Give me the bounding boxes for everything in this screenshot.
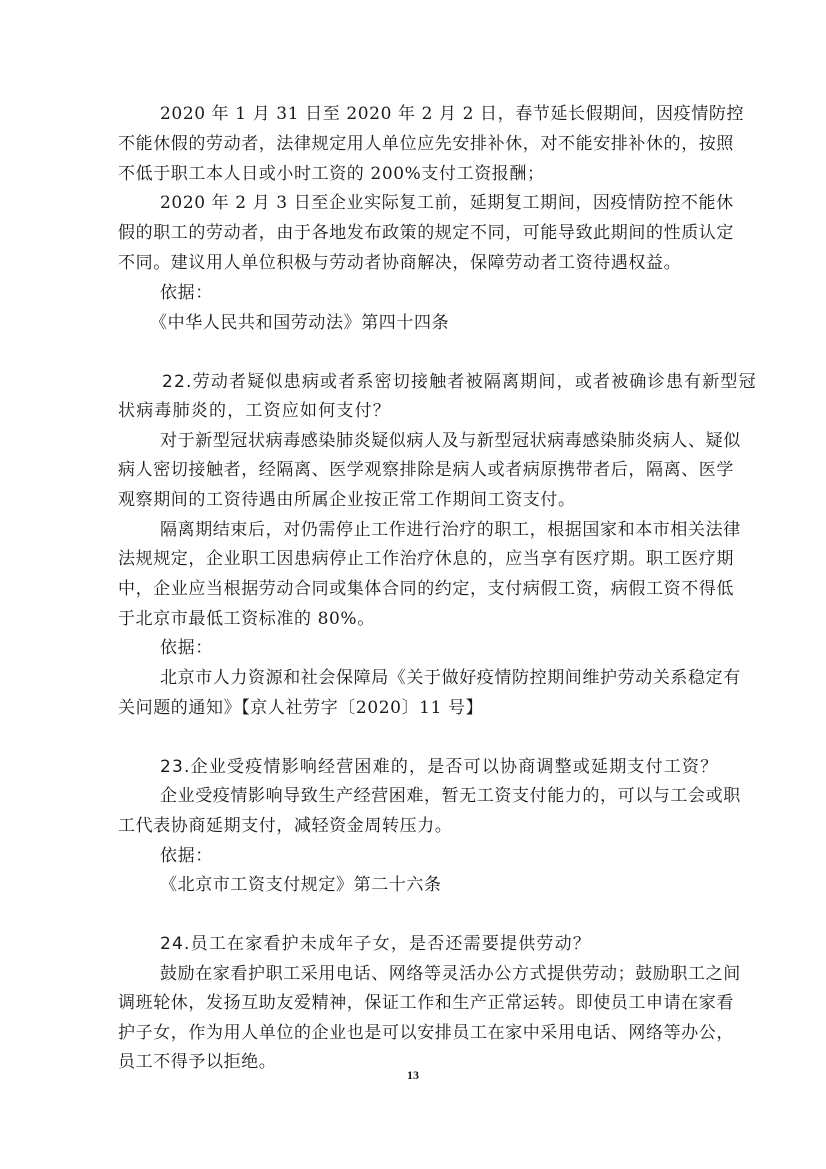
- question-heading: 状病毒肺炎的，工资应如何支付？: [118, 401, 391, 421]
- paragraph-line: 对于新型冠状病毒感染肺炎疑似病人及与新型冠状病毒感染肺炎病人、疑似: [160, 431, 741, 451]
- paragraph-line: 不能休假的劳动者，法律规定用人单位应先安排补休，对不能安排补休的，按照: [118, 134, 734, 154]
- paragraph-line: 调班轮休，发扬互助友爱精神，保证工作和生产正常运转。即使员工申请在家看: [118, 993, 734, 1013]
- paragraph-line: 2020 年 1 月 31 日至 2020 年 2 月 2 日，春节延长假期间，因疫情防控: [160, 104, 745, 124]
- question-heading: 22.劳动者疑似患病或者系密切接触者被隔离期间，或者被确诊患有新型冠: [162, 372, 757, 392]
- basis-label: 依据：: [160, 638, 213, 658]
- paragraph-line: 法规规定，企业职工因患病停止工作治疗休息的，应当享有医疗期。职工医疗期: [118, 549, 734, 569]
- paragraph-line: 于北京市最低工资标准的 80%。: [118, 609, 375, 629]
- question-heading: 23.企业受疫情影响经营困难的，是否可以协商调整或延期支付工资？: [160, 757, 719, 777]
- paragraph-line: 不同。建议用人单位积极与劳动者协商解决，保障劳动者工资待遇权益。: [118, 253, 682, 273]
- basis-label: 依据：: [160, 846, 213, 866]
- basis-citation: 关问题的通知》【京人社劳字〔2020〕11 号】: [118, 698, 484, 718]
- basis-citation: 《中华人民共和国劳动法》第四十四条: [150, 313, 450, 333]
- paragraph-line: 2020 年 2 月 3 日至企业实际复工前，延期复工期间，因疫情防控不能休: [160, 193, 734, 213]
- paragraph-line: 假的职工的劳动者，由于各地发布政策的规定不同，可能导致此期间的性质认定: [118, 223, 734, 243]
- basis-label: 依据：: [160, 283, 213, 303]
- basis-citation: 北京市人力资源和社会保障局《关于做好疫情防控期间维护劳动关系稳定有: [160, 668, 741, 688]
- paragraph-line: 企业受疫情影响导致生产经营困难，暂无工资支付能力的，可以与工会或职: [160, 786, 741, 806]
- paragraph-line: 员工不得予以拒绝。: [118, 1052, 277, 1072]
- basis-citation: 《北京市工资支付规定》第二十六条: [160, 875, 442, 895]
- paragraph-line: 病人密切接触者，经隔离、医学观察排除是病人或者病原携带者后，隔离、医学: [118, 460, 734, 480]
- paragraph-line: 中，企业应当根据劳动合同或集体合同的约定，支付病假工资，病假工资不得低: [118, 579, 734, 599]
- paragraph-line: 隔离期结束后，对仍需停止工作进行治疗的职工，根据国家和本市相关法律: [160, 520, 741, 540]
- paragraph-line: 工代表协商延期支付，减轻资金周转压力。: [118, 816, 453, 836]
- paragraph-line: 观察期间的工资待遇由所属企业按正常工作期间工资支付。: [118, 490, 576, 510]
- paragraph-line: 鼓励在家看护职工采用电话、网络等灵活办公方式提供劳动；鼓励职工之间: [160, 964, 741, 984]
- question-heading: 24.员工在家看护未成年子女，是否还需要提供劳动？: [160, 934, 592, 954]
- paragraph-line: 护子女，作为用人单位的企业也是可以安排员工在家中采用电话、网络等办公，: [118, 1023, 734, 1043]
- paragraph-line: 不低于职工本人日或小时工资的 200%支付工资报酬；: [118, 164, 545, 184]
- page-number: 13: [407, 1068, 419, 1082]
